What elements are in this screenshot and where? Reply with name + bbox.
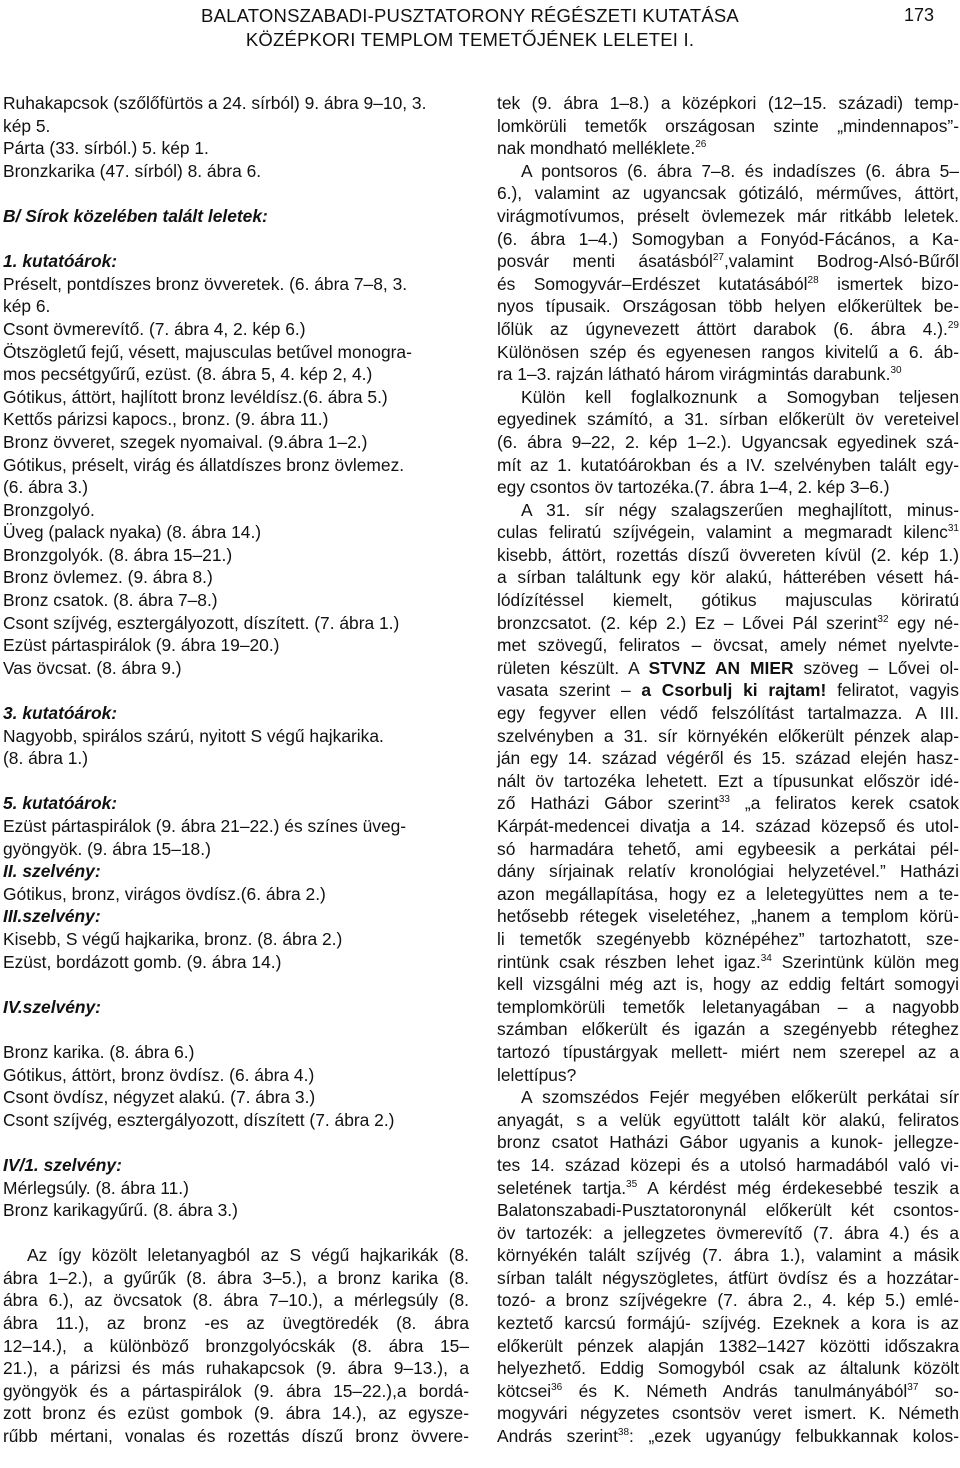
text-line: kép 5. xyxy=(3,115,51,136)
text-line xyxy=(497,1335,959,1358)
text-run: öv tartozék: a jellegzetes övmerevítő (7. ábra 4.) és a xyxy=(497,1222,959,1243)
text-line xyxy=(497,295,959,318)
footnote-ref: 27 xyxy=(712,252,724,264)
text-run: rintünk csak részben lehet igaz. xyxy=(497,951,761,972)
footnote-ref: 30 xyxy=(890,365,902,377)
text-line xyxy=(497,1267,959,1290)
footnote-ref: 29 xyxy=(947,320,959,332)
blank-line xyxy=(3,228,469,251)
text-line: Gótikus, áttört, bronz övdísz. (6. ábra 4.) xyxy=(3,1064,315,1085)
text-run: rületen készült. A xyxy=(497,657,649,678)
text-line: Párta (33. sírból.) 5. kép 1. xyxy=(3,138,209,159)
text-run: anyagát, s a velük együttott talált kör alakú, feliratos xyxy=(497,1109,959,1130)
text-run: és K. Németh András tanulmányából xyxy=(562,1380,908,1401)
text-run: Külön kell foglalkoznunk a Somogyban teljesen xyxy=(521,386,959,407)
text-line: Üveg (palack nyaka) (8. ábra 14.) xyxy=(3,522,262,543)
text-line xyxy=(497,250,959,273)
text-line: mos pecsétgyűrű, ezüst. (8. ábra 5, 4. kép 2, 4.) xyxy=(3,364,373,385)
text-run: Balatonszabadi-Pusztatoronynál előkerült két csontos- xyxy=(497,1200,959,1221)
text-line: Bronz csatok. (8. ábra 7–8.) xyxy=(3,590,218,611)
blank-line xyxy=(3,182,469,205)
text-line: ábra 11.), az bronz -es az üvegtöredék (8. ábra xyxy=(3,1313,469,1334)
text-line xyxy=(497,408,959,431)
footnote-ref: 33 xyxy=(718,794,730,806)
text-run: feliratot, vagyis xyxy=(826,680,959,701)
text-line: Bronz övveret, szegek nyomaival. (9.ábra 1–2.) xyxy=(3,431,368,452)
text-line xyxy=(497,1154,959,1177)
text-run: egyedinek számító, a 31. sírban előkerült öv vereteivel xyxy=(497,409,959,430)
text-line xyxy=(497,137,959,160)
blank-line xyxy=(3,1018,469,1041)
text-run: keztető karcsú formájú- szíjvég. Ezeknek a kora is az xyxy=(497,1313,959,1334)
text-run: környékén talált szíjvég (7. ábra 1.), valamint a másik xyxy=(497,1245,959,1266)
text-run: Kárpát-medencei divatja a 14. század közepső és utol- xyxy=(497,816,959,836)
text-run: ismertek bizo- xyxy=(818,273,959,294)
text-line: Ötszögletű fejű, vésett, majusculas betűvel monogra- xyxy=(3,341,412,362)
text-run: kisebb, áttört, rozettás díszű övvereten kívül (2. kép 1.) xyxy=(497,544,959,565)
text-line: 21.), a párizsi és más ruhakapcsok (9. ábra 9–13.), a xyxy=(3,1358,469,1379)
text-line xyxy=(497,544,959,567)
text-line: Bronzgolyó. xyxy=(3,499,95,520)
text-line xyxy=(497,1289,959,1312)
text-run: egy fegyver ellen védő felszólítást tartalmazza. A III. xyxy=(497,703,959,724)
text-run: culas feliratú szíjvégein, valamint a megmaradt kilenc xyxy=(497,522,948,543)
text-run: kötcsei xyxy=(497,1380,552,1401)
text-line xyxy=(497,273,959,296)
text-line xyxy=(497,228,959,251)
right-column xyxy=(497,92,959,1448)
text-line xyxy=(497,905,959,928)
footnote-ref: 31 xyxy=(947,523,959,535)
text-line: Gótikus, préselt, virág és állatdíszes bronz övlemez. xyxy=(3,454,405,475)
text-line xyxy=(497,634,959,657)
text-line xyxy=(497,657,959,680)
text-run: mogyvári négyzetes csontsöv veret ismert. K. Németh xyxy=(497,1403,959,1424)
text-run: nyos típusaik. Országosan több helyen előkerültek be- xyxy=(497,296,959,317)
text-run: lelettípus? xyxy=(497,1064,577,1085)
text-line xyxy=(497,341,959,364)
text-line xyxy=(497,92,959,115)
text-line xyxy=(497,815,959,838)
text-line: Bronzgolyók. (8. ábra 15–21.) xyxy=(3,544,233,565)
text-run: lódízítéssel kiemelt, gótikus majusculas köriratú xyxy=(497,590,959,611)
text-run: ző Hatházi Gábor szerint xyxy=(497,793,719,814)
text-run: posvár menti ásatásból xyxy=(497,251,713,272)
text-line: Préselt, pontdíszes bronz övveretek. (6. ábra 7–8, 3. xyxy=(3,273,408,294)
text-run: tozó- a bronz szíjvégekre (7. ábra 2., 4. kép 5.) emlé- xyxy=(497,1290,959,1311)
blank-line xyxy=(3,770,469,793)
text-line xyxy=(497,318,959,341)
text-line xyxy=(497,1222,959,1245)
text-line: Ezüst pártaspirálok (9. ábra 19–20.) xyxy=(3,635,280,656)
text-line xyxy=(497,386,959,409)
blank-line xyxy=(3,679,469,702)
blank-line xyxy=(3,973,469,996)
text-line xyxy=(497,860,959,883)
section-heading: 5. kutatóárok: xyxy=(3,793,118,814)
text-line xyxy=(497,1312,959,1335)
text-line xyxy=(497,1131,959,1154)
text-line: Ezüst, bordázott gomb. (9. ábra 14.) xyxy=(3,951,282,972)
text-line: Csont övmerevítő. (7. ábra 4, 2. kép 6.) xyxy=(3,318,306,339)
text-run: A 31. sír négy szalagszerűen meghajlított, minus- xyxy=(521,499,959,520)
text-line: Bronz karika. (8. ábra 6.) xyxy=(3,1041,195,1062)
text-line xyxy=(497,1086,959,1109)
text-line xyxy=(497,725,959,748)
text-line xyxy=(497,1425,959,1448)
text-run: seletének tartja. xyxy=(497,1177,627,1198)
text-line: Bronz karikagyűrű. (8. ábra 3.) xyxy=(3,1200,238,1221)
text-line xyxy=(497,499,959,522)
text-line: Csont szíjvég, esztergályozott, díszített (7. ábra 2.) xyxy=(3,1109,395,1130)
text-run: szelvényben a 31. sír környékén előkerült pénzek alap- xyxy=(497,725,959,746)
footnote-ref: 35 xyxy=(626,1178,638,1190)
text-line: Kettős párizsi kapocs., bronz. (9. ábra 11.) xyxy=(3,409,329,430)
text-line xyxy=(497,566,959,589)
text-line: Csont övdísz, négyzet alakú. (7. ábra 3.) xyxy=(3,1087,316,1108)
text-line xyxy=(497,1041,959,1064)
text-line xyxy=(497,612,959,635)
text-run: templomkörüli temetők leletanyagában – a nagyobb xyxy=(497,996,959,1017)
text-run: Szerintünk külön meg xyxy=(771,951,959,972)
text-line: gyöngyök. (9. ábra 15–18.) xyxy=(3,838,211,859)
bold-text: STVNZ AN MIER xyxy=(648,657,794,678)
text-line xyxy=(497,1380,959,1403)
text-line xyxy=(497,160,959,183)
text-line xyxy=(497,115,959,138)
text-run: vasata szerint – xyxy=(497,680,642,701)
footnote-ref: 34 xyxy=(760,952,772,964)
text-line xyxy=(497,702,959,725)
text-run: bronz csatot Hatházi Gábor ugyanis a kunok- jellegze- xyxy=(497,1132,959,1153)
running-title-line-2: KÖZÉPKORI TEMPLOM TEMETŐJÉNEK LELETEI I. xyxy=(245,29,695,50)
text-run: ján egy 14. század végéről és 15. század elején hasz- xyxy=(497,748,959,769)
text-line: Ruhakapcsok (szőlőfürtös a 24. sírból) 9. ábra 9–10, 3. xyxy=(3,93,427,113)
text-run: ,valamint Bodrog-Alsó-Bűről xyxy=(723,251,959,272)
footnote-ref: 37 xyxy=(907,1382,919,1394)
text-line: Bronzkarika (47. sírból) 8. ábra 6. xyxy=(3,160,262,181)
text-line xyxy=(497,589,959,612)
text-line xyxy=(497,792,959,815)
footnote-ref: 38 xyxy=(617,1427,630,1439)
text-run: (6. ábra 1–4.) Somogyban a Fonyód-Fácános, a Ka- xyxy=(497,228,959,249)
text-run: „a feliratos kerek csatok xyxy=(729,793,959,814)
text-line xyxy=(497,679,959,702)
text-line xyxy=(497,973,959,996)
text-run: a sírban találtunk egy kör alakú, hátterében vésett há- xyxy=(497,567,959,588)
text-line: ábra 6.), az övcsatok (8. ábra 7–10.), a mérlegsúly (8. xyxy=(3,1290,469,1311)
text-line: Az így közölt leletanyagból az S végű hajkarikák (8. xyxy=(27,1245,469,1266)
text-run: ra 1–3. rajzán látható három virágmintás darabunk. xyxy=(497,364,891,385)
footnote-ref: 28 xyxy=(807,274,819,286)
text-line xyxy=(497,521,959,544)
section-heading: IV.szelvény: xyxy=(3,996,101,1017)
text-run: tes 14. század közepi és a utolsó harmadából való vi- xyxy=(497,1154,959,1175)
section-heading: II. szelvény: xyxy=(3,861,101,882)
text-line xyxy=(497,431,959,454)
text-line xyxy=(497,1357,959,1380)
text-run: li temetők szegényebb köznépéhez” tartozhatott, sze- xyxy=(497,928,959,949)
text-line xyxy=(497,1177,959,1200)
text-run: nak mondható melléklete. xyxy=(497,138,696,159)
text-line: gyöngyök és a pártaspirálok (9. ábra 15–22.),a bordá- xyxy=(3,1380,469,1401)
text-run: bronzcsatot. (2. kép 2.) Ez – Lővei Pál szerint xyxy=(497,612,878,633)
text-line xyxy=(497,476,959,499)
running-title xyxy=(150,4,790,52)
text-run: só harmadára tehető, ami egybeesik a perkátai pél- xyxy=(497,838,959,859)
text-line: Gótikus, bronz, virágos övdísz.(6. ábra 2.) xyxy=(3,883,326,904)
text-run: A pontsoros (6. ábra 7–8. és indadíszes (6. ábra 5– xyxy=(521,160,959,181)
text-run: hetősebb rétegek viseletéhez, „hanem a templom körü- xyxy=(497,906,959,927)
text-run: kell vizsgálni még azt is, hogy az eddig feltárt somogyi xyxy=(497,974,959,995)
text-line xyxy=(497,454,959,477)
blank-line xyxy=(3,1131,469,1154)
text-run: helyezhető. Eddig Somogyból csak az általunk közölt xyxy=(497,1358,959,1379)
text-run: A kérdést még érdekesebbé teszik a xyxy=(637,1177,959,1198)
text-line: Mérlegsúly. (8. ábra 11.) xyxy=(3,1177,189,1198)
text-line: Vas övcsat. (8. ábra 9.) xyxy=(3,657,182,678)
text-line: rűbb mértani, vonalas és rozettás díszű bronz övvere- xyxy=(3,1426,469,1447)
text-run: azon megállapítása, hogy ez a leletegyüttes nem a te- xyxy=(497,883,959,904)
text-run: előkerült pénzek alapján 1382–1427 közötti időszakra xyxy=(497,1335,959,1356)
text-line: zott bronz és ezüst gombok (9. ábra 14.), az egysze- xyxy=(3,1403,469,1424)
text-line: (8. ábra 1.) xyxy=(3,748,89,769)
text-line xyxy=(497,205,959,228)
text-line: kép 6. xyxy=(3,296,51,317)
text-line xyxy=(497,951,959,974)
text-run: virágmotívumos, préselt övlemezek már ritkább leletek. xyxy=(497,205,959,226)
text-line xyxy=(497,928,959,951)
text-run: számban előkerült és igazán a szegényebb réteghez xyxy=(497,1019,959,1040)
text-line: Nagyobb, spirálos szárú, nyitott S végű hajkarika. xyxy=(3,725,384,746)
blank-line xyxy=(3,1222,469,1245)
text-run: dány sírjainak relatív kronológiai helyzetével.” Hatházi xyxy=(497,861,959,882)
text-run: lőlük az úgynevezett áttört darabok (6. ábra 4.). xyxy=(497,318,948,339)
text-line xyxy=(497,182,959,205)
text-run: tartozó típustárgyak mellett- miért nem szerepel az a xyxy=(497,1041,959,1062)
text-run: és Somogyvár–Erdészet kutatásából xyxy=(497,273,808,294)
text-line: Gótikus, áttört, hajlított bronz levéldísz.(6. ábra 5.) xyxy=(3,386,388,407)
text-line: Ezüst pártaspirálok (9. ábra 21–22.) és színes üveg- xyxy=(3,816,407,836)
text-line xyxy=(497,1199,959,1222)
text-run: egy csontos öv tartozéka.(7. ábra 1–4, 2. kép 3–6.) xyxy=(497,477,890,498)
footnote-ref: 32 xyxy=(877,613,889,625)
text-line xyxy=(497,1244,959,1267)
text-line xyxy=(497,996,959,1019)
text-run: nált öv tartozéka lehetett. Ezt a típusunkat először idé- xyxy=(497,770,959,791)
section-heading: 1. kutatóárok: xyxy=(3,251,118,272)
text-run: sírban talált négyszögletes, átfürt övdísz és a hozzátar- xyxy=(497,1267,959,1288)
text-line: Kisebb, S végű hajkarika, bronz. (8. ábra 2.) xyxy=(3,928,343,949)
footnote-ref: 26 xyxy=(695,139,707,151)
text-line: Csont szíjvég, esztergályozott, díszített. (7. ábra 1.) xyxy=(3,612,400,633)
text-run: met szövegű, feliratos – övcsat, amely német nyelvte- xyxy=(497,635,959,656)
text-line xyxy=(497,1018,959,1041)
page-header xyxy=(0,0,960,80)
text-run: szöveg – Lővei ol- xyxy=(793,657,959,678)
page-number: 173 xyxy=(903,5,934,25)
text-run: 6.), valamint az ugyancsak gótizáló, mérműves, áttört, xyxy=(497,183,959,204)
text-line: 12–14.), a különböző bronzgolyócskák (8. ábra 15– xyxy=(3,1335,469,1356)
text-line xyxy=(497,883,959,906)
text-line xyxy=(497,1109,959,1132)
text-run: (6. ábra 9–22, 2. kép 1–2.). Ugyancsak egyedinek szá- xyxy=(497,431,959,452)
bold-text: a Csorbulj ki rajtam! xyxy=(641,680,827,701)
running-title-line-1: BALATONSZABADI-PUSZTATORONY RÉGÉSZETI KUTATÁSA xyxy=(201,5,739,26)
section-heading: B/ Sírok közelében talált leletek: xyxy=(3,205,268,226)
text-run: András szerint xyxy=(497,1426,618,1447)
text-line: Bronz övlemez. (9. ábra 8.) xyxy=(3,567,213,588)
text-run: tek (9. ábra 1–8.) a középkori (12–15. századi) temp- xyxy=(497,93,959,113)
left-column xyxy=(3,92,469,1448)
text-line: (6. ábra 3.) xyxy=(3,477,89,498)
text-line xyxy=(497,747,959,770)
section-heading: IV/1. szelvény: xyxy=(3,1154,122,1175)
text-line xyxy=(497,838,959,861)
text-line xyxy=(497,363,959,386)
text-run: egy né- xyxy=(888,612,959,633)
text-run: : „ezek ugyanúgy felbukkannak kolos- xyxy=(629,1426,959,1447)
text-run: mít az 1. kutatóárokban és a IV. szelvényben talált egy- xyxy=(497,454,959,475)
text-line: ábra 1–2.), a gyűrűk (8. ábra 3–5.), a bronz karika (8. xyxy=(3,1267,469,1288)
text-line xyxy=(497,770,959,793)
text-run: Különösen szép és egyenesen rangos kivitelű a 6. áb- xyxy=(497,341,959,362)
text-line xyxy=(497,1402,959,1425)
section-heading: 3. kutatóárok: xyxy=(3,703,118,724)
text-run: A szomszédos Fejér megyében előkerült perkátai sír xyxy=(521,1087,959,1108)
text-run: so- xyxy=(918,1380,959,1401)
text-line xyxy=(497,1064,959,1087)
footnote-ref: 36 xyxy=(551,1382,563,1394)
text-run: lomkörüli temetők országosan szinte „mindennapos”- xyxy=(497,115,959,136)
section-heading: III.szelvény: xyxy=(3,906,101,927)
